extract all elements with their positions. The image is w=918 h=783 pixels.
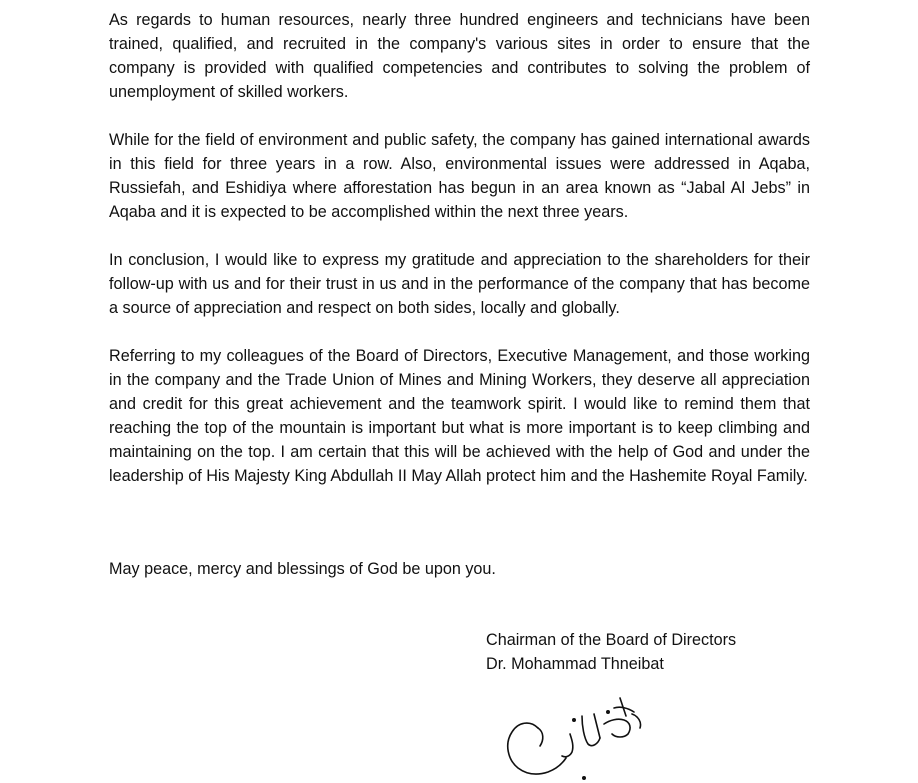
- paragraph-colleagues: Referring to my colleagues of the Board of Directors, Executive Management, and those working in the company and the Trade Union of Mines and Mining Workers, they deserve all appreciation and credit for this great achievement and the teamwork spirit. I would like to remind them that reaching the top of the mountain is important but what is more important is to keep climbing and maintaining on the top. I am certain that this will be achieved with the help of God and under the leadership of His Majesty King Abdullah II May Allah protect him and the Hashemite Royal Family.: [109, 347, 810, 485]
- paragraph-environment: While for the field of environment and public safety, the company has gained international awards in this field for three years in a row. Also, environmental issues were addressed in Aqaba, Russiefah, and Eshidiya where afforestation has begun in an area known as “Jabal Al Jebs” in Aqaba and it is expected to be accomplished within the next three years.: [109, 131, 810, 221]
- letter-body: [109, 8, 810, 512]
- signature-block: [486, 628, 736, 676]
- handwritten-signature: [500, 694, 650, 783]
- signatory-name: Dr. Mohammad Thneibat: [486, 655, 664, 673]
- signatory-title: Chairman of the Board of Directors: [486, 631, 737, 649]
- paragraph-conclusion: In conclusion, I would like to express my gratitude and appreciation to the shareholders for their follow-up with us and for their trust in us and in the performance of the company that has become a source of appreciation and respect on both sides, locally and globally.: [109, 251, 810, 317]
- closing-line: May peace, mercy and blessings of God be upon you.: [109, 560, 496, 578]
- paragraph-human-resources: As regards to human resources, nearly three hundred engineers and technicians have been trained, qualified, and recruited in the company's various sites in order to ensure that the company is provided with qualified competencies and contributes to solving the problem of unemployment of skilled workers.: [109, 11, 810, 101]
